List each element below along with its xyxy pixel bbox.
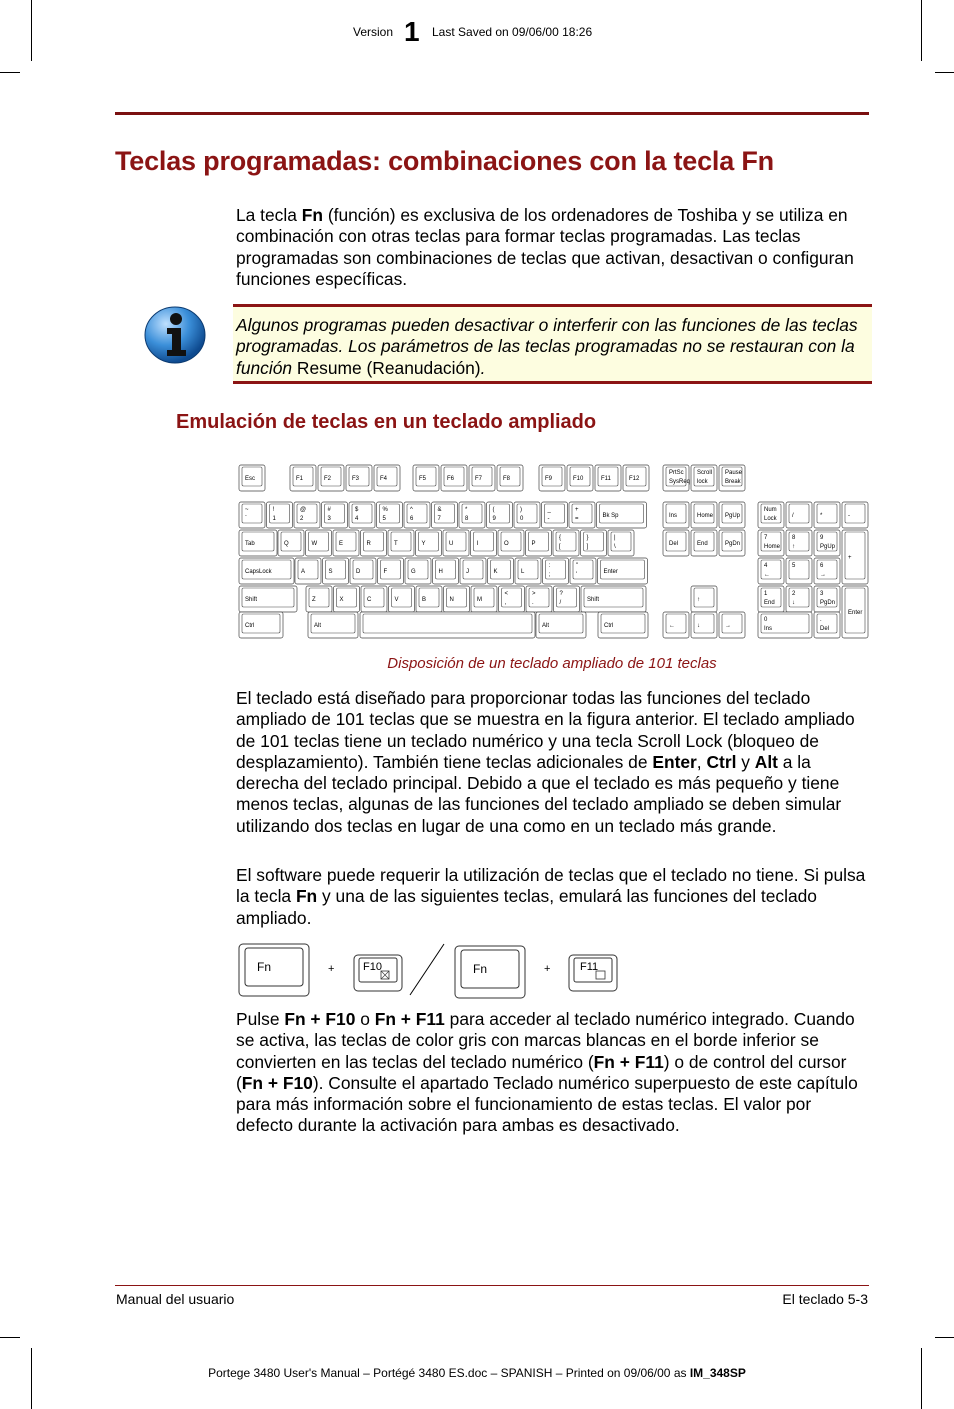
crop-mark: [0, 72, 20, 73]
svg-text:|: |: [614, 535, 616, 541]
plus-sign: +: [328, 963, 335, 975]
svg-text:$: $: [355, 507, 359, 513]
svg-text:5: 5: [382, 516, 386, 522]
svg-text:Q: Q: [284, 541, 289, 547]
key-f12: [623, 465, 649, 491]
keyboard-diagram: [236, 460, 870, 642]
svg-text:?: ?: [559, 591, 563, 597]
key-nav: [719, 530, 745, 556]
key-ctrl-right: [598, 612, 648, 638]
key-nav: [719, 502, 745, 528]
key-symbol: [526, 586, 552, 612]
key-shift-left: [239, 586, 297, 612]
svg-text:^: ^: [410, 507, 413, 513]
key-f1: [290, 465, 316, 491]
svg-text:*: *: [820, 513, 823, 519]
svg-text:;: ;: [548, 572, 551, 578]
key-num-plus: [842, 530, 868, 584]
key-number-row: [432, 502, 458, 528]
svg-text:G: G: [411, 569, 416, 575]
f10-key: [354, 955, 402, 991]
figure-caption: Disposición de un teclado ampliado de 101 teclas: [387, 655, 717, 672]
svg-text:Shift: Shift: [587, 597, 600, 603]
key-backspace: [597, 502, 647, 528]
key-number-row: [459, 502, 485, 528]
key-f11: [595, 465, 621, 491]
svg-text:~: ~: [245, 507, 249, 513]
key-letter: [471, 530, 497, 556]
key-number-row: [404, 502, 430, 528]
svg-text:Ins: Ins: [669, 513, 678, 519]
svg-text:Alt: Alt: [314, 623, 322, 629]
top-rule: [115, 112, 869, 115]
key-symbol: [553, 530, 579, 556]
key-nav: [663, 502, 689, 528]
key-f4: [374, 465, 400, 491]
key-symbol: [543, 558, 569, 584]
body-paragraph-2: El software puede requerir la utilización de teclas que el teclado no tiene. Si pulsa la tecla Fn y una de las siguientes teclas, emulará las funciones del teclado ampliado.: [236, 865, 866, 928]
svg-text:2: 2: [792, 591, 796, 597]
info-icon: [143, 304, 209, 366]
svg-text:): ): [520, 507, 522, 513]
key-letter: [389, 586, 415, 612]
key-letter: [333, 530, 359, 556]
svg-text:%: %: [382, 507, 388, 513]
svg-text:Ctrl: Ctrl: [604, 623, 614, 629]
svg-text:O: O: [504, 541, 509, 547]
svg-text:1: 1: [764, 591, 768, 597]
svg-text:@: @: [300, 507, 307, 513]
key-num-6: [814, 558, 840, 584]
key-sys: [691, 465, 717, 491]
svg-text:M: M: [477, 597, 482, 603]
svg-text:_: _: [547, 507, 551, 513]
svg-text:End: End: [764, 600, 775, 606]
svg-text:Home: Home: [764, 544, 781, 550]
key-num-0: [758, 612, 812, 638]
svg-text:Bk Sp: Bk Sp: [602, 513, 619, 519]
key-number-row: [294, 502, 320, 528]
svg-text:F2: F2: [324, 476, 332, 482]
svg-text:S: S: [328, 569, 333, 575]
svg-text:/: /: [559, 600, 562, 606]
svg-text:U: U: [449, 541, 454, 547]
svg-text:P: P: [531, 541, 536, 547]
footer-left: Manual del usuario: [116, 1291, 235, 1307]
key-letter: [378, 558, 404, 584]
svg-text:Del: Del: [669, 541, 679, 547]
svg-text:I: I: [476, 541, 479, 547]
key-letter: [306, 586, 332, 612]
key-f8: [497, 465, 523, 491]
svg-text:F9: F9: [545, 476, 553, 482]
svg-text:Enter: Enter: [603, 569, 618, 575]
svg-text:↓: ↓: [697, 623, 700, 629]
svg-text:←: ←: [764, 572, 770, 578]
svg-text:": ": [576, 563, 579, 569]
svg-text:=: =: [575, 516, 579, 522]
chapter-number: 1: [404, 16, 420, 47]
key-nav: [663, 530, 689, 556]
svg-text:F: F: [383, 569, 388, 575]
key-f6: [441, 465, 467, 491]
key-num-2: [786, 586, 812, 612]
crop-mark: [935, 72, 954, 73]
last-saved: Last Saved on 09/06/00 18:26: [432, 25, 593, 39]
key-ctrl-left: [239, 612, 283, 638]
fn-key: [239, 944, 309, 996]
f11-key: [569, 955, 617, 991]
svg-text:4: 4: [355, 516, 359, 522]
fn-key-label: Fn: [257, 960, 272, 974]
key-number-row: [239, 502, 265, 528]
svg-text:J: J: [466, 569, 469, 575]
key-esc: [239, 465, 265, 491]
footer-right: El teclado 5-3: [782, 1291, 868, 1307]
section-heading: Emulación de teclas en un teclado ampliado: [176, 411, 597, 433]
key-num-8: [786, 530, 812, 556]
svg-text:#: #: [327, 507, 331, 513]
svg-text:Shift: Shift: [245, 597, 258, 603]
svg-text:CapsLock: CapsLock: [245, 569, 272, 575]
key-letter: [488, 558, 514, 584]
svg-text:→: →: [725, 623, 731, 629]
svg-text:F11: F11: [601, 476, 611, 482]
key-sys: [663, 465, 690, 491]
key-letter: [515, 558, 541, 584]
plus-sign: +: [544, 963, 551, 975]
svg-text:PgUp: PgUp: [820, 544, 836, 550]
svg-text:/: /: [792, 513, 794, 519]
svg-text:E: E: [339, 541, 344, 547]
svg-text:End: End: [697, 541, 708, 547]
key-space: [360, 612, 535, 638]
fn-key-combinations: [236, 940, 626, 1002]
svg-text:F5: F5: [419, 476, 427, 482]
key-letter: [278, 530, 304, 556]
svg-text:F1: F1: [296, 476, 304, 482]
svg-text:K: K: [493, 569, 498, 575]
f11-key-label: F11: [580, 961, 599, 973]
key-number-row: [322, 502, 348, 528]
key-symbol: [581, 530, 607, 556]
key-letter: [388, 530, 414, 556]
svg-text:F10: F10: [573, 476, 584, 482]
svg-text:R: R: [366, 541, 371, 547]
svg-text:W: W: [311, 541, 318, 547]
key-letter: [444, 586, 470, 612]
svg-text:D: D: [356, 569, 361, 575]
svg-text:3: 3: [327, 516, 331, 522]
svg-text:F3: F3: [352, 476, 360, 482]
svg-text:X: X: [339, 597, 344, 603]
svg-text:Lock: Lock: [764, 516, 777, 522]
svg-text:B: B: [422, 597, 427, 603]
svg-text:Del: Del: [820, 626, 830, 632]
svg-text:F12: F12: [629, 476, 640, 482]
note-text: Algunos programas pueden desactivar o interferir con las funciones de las teclas programadas. Los parámetros de las teclas programadas no se restauran con la función Resume (Reanudación).: [236, 315, 858, 378]
svg-text:6: 6: [410, 516, 414, 522]
key-arrow-left: [663, 612, 689, 638]
key-number-row: [267, 502, 293, 528]
body-paragraph-3: Pulse Fn + F10 o Fn + F11 para acceder al teclado numérico integrado. Cuando se activa, las teclas de color gris con marcas blancas en el borde inferior se convierten en las teclas del teclado numérico (Fn + F11) o de control del cursor (Fn + F10). Consulte el apartado Teclado numérico superpuesto de este capítulo para más información sobre el funcionamiento de estas teclas. El valor por defecto durante la activación para ambas es desactivado.: [236, 1009, 858, 1136]
svg-text:[: [: [559, 544, 561, 550]
svg-text:9: 9: [492, 516, 496, 522]
version-label: Version: [353, 25, 394, 39]
key-arrow-up: [691, 586, 717, 612]
key-num-4: [758, 558, 784, 584]
crop-mark: [0, 1337, 20, 1338]
svg-text:C: C: [367, 597, 372, 603]
key-symbol: [570, 558, 596, 584]
svg-text:F8: F8: [503, 476, 511, 482]
key-num-dot: [814, 612, 840, 638]
key-letter: [334, 586, 360, 612]
svg-text:Y: Y: [421, 541, 426, 547]
svg-text:&: &: [437, 507, 442, 513]
svg-text:Break: Break: [725, 479, 741, 485]
footer-rule: [115, 1285, 869, 1286]
svg-text:Ctrl: Ctrl: [245, 623, 255, 629]
svg-text:*: *: [465, 507, 468, 513]
svg-text:L: L: [521, 569, 525, 575]
svg-text:Scroll: Scroll: [697, 470, 713, 476]
key-letter: [416, 586, 442, 612]
svg-text:→: →: [820, 572, 826, 578]
key-letter: [471, 586, 497, 612]
svg-text:8: 8: [792, 535, 796, 541]
svg-text:PgDn: PgDn: [725, 541, 741, 547]
svg-text:Ins: Ins: [764, 626, 773, 632]
svg-text:<: <: [504, 591, 509, 597]
key-f9: [539, 465, 565, 491]
svg-text:lock: lock: [697, 479, 708, 485]
key-letter: [405, 558, 431, 584]
svg-text::: :: [548, 563, 551, 569]
svg-text:T: T: [394, 541, 398, 547]
print-line: Portege 3480 User's Manual – Portégé 3480 ES.doc – SPANISH – Printed on 09/06/00 as IM_348SP: [208, 1366, 746, 1380]
key-letter: [295, 558, 321, 584]
svg-text:': ': [576, 572, 578, 578]
key-symbol: [608, 530, 634, 556]
key-num-5: [786, 558, 812, 584]
svg-text:A: A: [301, 569, 306, 575]
key-symbol: [554, 586, 580, 612]
svg-text:H: H: [438, 569, 443, 575]
svg-text:↑: ↑: [792, 544, 795, 550]
key-num-7: [758, 530, 784, 556]
svg-text:PrtSc: PrtSc: [669, 470, 684, 476]
key-letter: [433, 558, 459, 584]
page-title: Teclas programadas: combinaciones con la tecla Fn: [115, 146, 774, 176]
svg-text:>: >: [532, 591, 536, 597]
key-sys: [719, 465, 745, 491]
key-letter: [416, 530, 442, 556]
key-f2: [318, 465, 344, 491]
key-num-9: [814, 530, 840, 556]
key-num-slash: [786, 502, 812, 528]
key-letter: [361, 530, 387, 556]
svg-text:8: 8: [465, 516, 469, 522]
key-number-row: [569, 502, 595, 528]
svg-text:F7: F7: [475, 476, 483, 482]
key-num-star: [814, 502, 840, 528]
f10-key-label: F10: [363, 961, 382, 973]
key-number-row: [349, 502, 375, 528]
svg-text:F4: F4: [380, 476, 388, 482]
svg-text:Pause: Pause: [725, 470, 743, 476]
key-num-3: [814, 586, 840, 612]
key-num-1: [758, 586, 784, 612]
svg-text:-: -: [547, 516, 550, 522]
key-number-row: [514, 502, 540, 528]
svg-text:0: 0: [520, 516, 524, 522]
svg-text:Enter: Enter: [848, 610, 863, 616]
svg-text:-: -: [848, 513, 850, 519]
svg-text:3: 3: [820, 591, 824, 597]
svg-text:PgDn: PgDn: [820, 600, 836, 606]
key-capslock: [239, 558, 294, 584]
key-arrow-down: [691, 612, 717, 638]
key-number-row: [377, 502, 403, 528]
svg-text:1: 1: [272, 516, 276, 522]
svg-text:Z: Z: [312, 597, 316, 603]
key-letter: [306, 530, 332, 556]
key-tab: [239, 530, 277, 556]
svg-text:9: 9: [820, 535, 824, 541]
svg-text:Num: Num: [764, 507, 777, 513]
key-symbol: [499, 586, 525, 612]
key-f3: [346, 465, 372, 491]
page-header: [0, 16, 954, 47]
key-shift-right: [581, 586, 646, 612]
svg-text:Alt: Alt: [542, 623, 550, 629]
key-letter: [350, 558, 376, 584]
svg-text:F6: F6: [447, 476, 455, 482]
svg-text:←: ←: [669, 623, 675, 629]
key-f7: [469, 465, 495, 491]
svg-text:Home: Home: [697, 513, 714, 519]
svg-text:N: N: [449, 597, 454, 603]
svg-text:+: +: [575, 507, 579, 513]
svg-text:↓: ↓: [792, 600, 795, 606]
key-alt-right: [536, 612, 586, 638]
key-numlock: [758, 502, 784, 528]
svg-text:+: +: [848, 555, 852, 561]
svg-text:4: 4: [764, 563, 768, 569]
separator-slash: [410, 944, 444, 995]
svg-text:SysReq: SysReq: [669, 479, 691, 485]
key-letter: [526, 530, 552, 556]
key-num-minus: [842, 502, 868, 528]
key-alt-left: [308, 612, 358, 638]
svg-text:!: !: [272, 507, 275, 513]
svg-text:(: (: [492, 507, 495, 513]
body-paragraph-1: El teclado está diseñado para proporcionar todas las funciones del teclado ampliado de 101 teclas que se muestra en la figura anterior. El teclado ampliado de 101 teclas tiene un teclado numérico y una tecla Scroll Lock (bloqueo de desplazamiento). También tiene teclas adicionales de Enter, Ctrl y Alt a la derecha del teclado principal. Debido a que el teclado es más pequeño y tiene menos teclas, algunas de las funciones del teclado ampliado se deben simular utilizando dos teclas en lugar de una como en un teclado más grande.: [236, 688, 855, 836]
svg-text:]: ]: [586, 544, 589, 550]
key-letter: [460, 558, 486, 584]
key-letter: [361, 586, 387, 612]
key-num-enter: [842, 586, 868, 638]
key-enter: [598, 558, 648, 584]
svg-text:,: ,: [504, 600, 507, 606]
svg-text:.: .: [820, 617, 822, 623]
svg-text:7: 7: [437, 516, 441, 522]
fn-key: [455, 946, 525, 998]
svg-text:V: V: [394, 597, 399, 603]
svg-text:↑: ↑: [697, 597, 700, 603]
key-letter: [323, 558, 349, 584]
svg-text:.: .: [532, 600, 534, 606]
svg-text:7: 7: [764, 535, 768, 541]
key-f5: [413, 465, 439, 491]
key-f10: [567, 465, 593, 491]
fn-key-label: Fn: [473, 962, 488, 976]
svg-text:Tab: Tab: [245, 541, 255, 547]
key-arrow-right: [719, 612, 745, 638]
svg-text:2: 2: [300, 516, 304, 522]
svg-text:PgUp: PgUp: [725, 513, 741, 519]
svg-text:\: \: [614, 544, 616, 550]
svg-text:{: {: [559, 535, 562, 541]
key-nav: [691, 530, 717, 556]
key-number-row: [542, 502, 568, 528]
svg-text:Esc: Esc: [245, 476, 256, 482]
note-box: [233, 304, 872, 384]
svg-text:}: }: [586, 535, 589, 541]
key-number-row: [487, 502, 513, 528]
svg-text:0: 0: [764, 617, 768, 623]
svg-text:6: 6: [820, 563, 824, 569]
key-nav: [691, 502, 717, 528]
key-letter: [498, 530, 524, 556]
svg-text:`: `: [245, 516, 247, 522]
key-letter: [443, 530, 469, 556]
intro-paragraph: La tecla Fn (función) es exclusiva de los ordenadores de Toshiba y se utiliza en combinación con otras teclas para formar teclas programadas. Las teclas programadas son combinaciones de teclas que activan, desactivan o configuran funciones específicas.: [236, 205, 854, 289]
crop-mark: [935, 1337, 954, 1338]
svg-text:5: 5: [792, 563, 796, 569]
